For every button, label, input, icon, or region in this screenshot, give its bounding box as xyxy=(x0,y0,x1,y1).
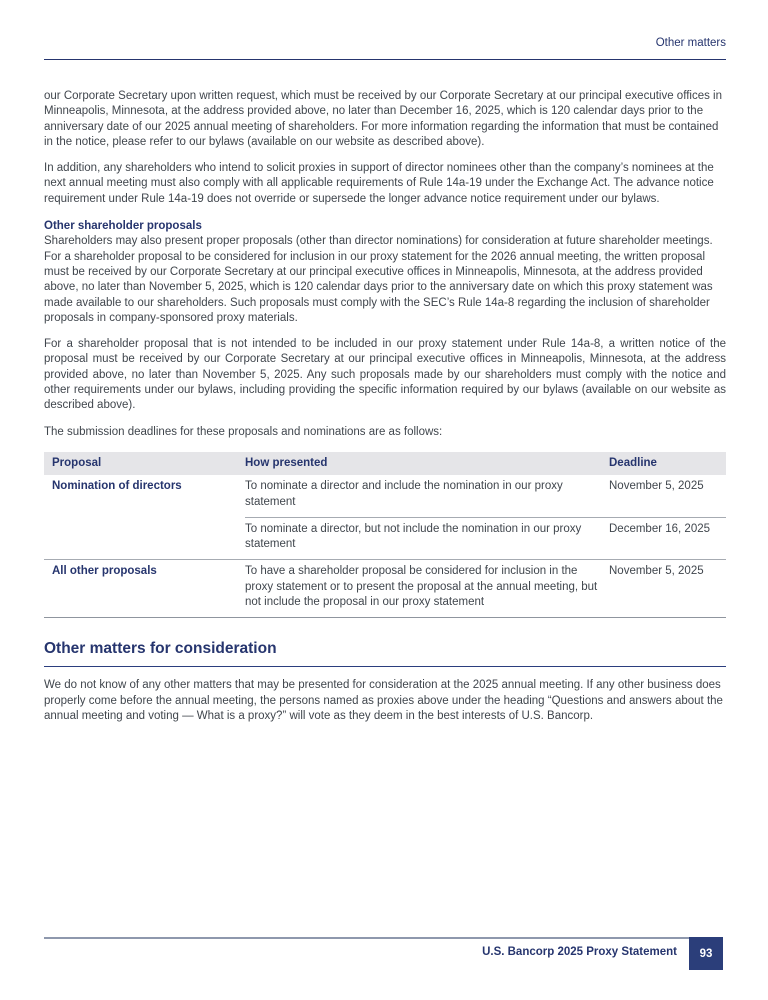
table-row xyxy=(44,517,726,560)
table-row xyxy=(44,560,726,618)
cell-deadline: December 16, 2025 xyxy=(609,517,726,560)
cell-proposal xyxy=(44,517,245,560)
cell-how-presented: To nominate a director and include the nomination in our proxy statement xyxy=(245,480,563,508)
page-header xyxy=(0,0,768,60)
deadlines-table xyxy=(44,452,726,618)
paragraph-rule-14a-8-inclusion: Shareholders may also present proper proposals (other than director nominations) for consideration at future shareholder meetings. For a shareholder proposal to be considered for inclusion in our proxy statement for the 2026 annual meeting, the written proposal must be received by our Corporate Secretary at our principal executive offices in Minneapolis, Minnesota, at the address provided above, no later than November 5, 2025, which is 120 calendar days prior to the anniversary date on which this proxy statement was made available to our shareholders. Such proposals must comply with the SEC’s Rule 14a-8 regarding the inclusion of shareholder proposals in company-sponsored proxy materials. xyxy=(44,235,713,324)
page-number-badge: 93 xyxy=(689,937,723,970)
footer-rule xyxy=(44,937,689,970)
footer-document-title: U.S. Bancorp 2025 Proxy Statement xyxy=(482,946,677,958)
column-header-deadline: Deadline xyxy=(609,452,726,475)
paragraph-rule-14a-19: In addition, any shareholders who intend to solicit proxies in support of director nominees other than the company’s nominees at the next annual meeting must also comply with all applicable requirements of Rule 14a-19 under the Exchange Act. The advance notice requirement under Rule 14a-19 does not override or supersede the longer advance notice requirement under our bylaws. xyxy=(44,162,714,205)
cell-proposal: All other proposals xyxy=(44,560,245,618)
cell-how-presented: To have a shareholder proposal be considered for inclusion in the proxy statement or to present the proposal at the annual meeting, but not include the proposal in our proxy statement xyxy=(245,560,609,618)
paragraph-submission-deadlines-intro: The submission deadlines for these proposals and nominations are as follows: xyxy=(44,425,443,438)
section-heading-other-matters-for-consideration: Other matters for consideration xyxy=(44,640,726,667)
page-footer xyxy=(44,937,723,970)
paragraph-other-matters: We do not know of any other matters that may be presented for consideration at the 2025 annual meeting. If any other business does properly come before the annual meeting, the persons named as proxies above under the heading “Questions and answers about the annual meeting and voting — What is a proxy?” will vote as they deem in the best interests of U.S. Bancorp. xyxy=(44,679,723,722)
cell-deadline: November 5, 2025 xyxy=(609,560,726,618)
paragraph-rule-14a-8-exclusion: For a shareholder proposal that is not intended to be included in our proxy statement under Rule 14a-8, a written notice of the proposal must be received by our Corporate Secretary at our principal executive offices in Minneapolis, Minnesota, at the address provided above, no later than November 5, 2025. Any such proposals made by our shareholders must comply with the notice and other requirements under our bylaws, including providing the specific information required by our bylaws (available on our website as described above). xyxy=(44,338,726,412)
subheading-other-shareholder-proposals: Other shareholder proposals xyxy=(44,220,202,233)
deadlines-table-header xyxy=(44,452,726,475)
cell-deadline: November 5, 2025 xyxy=(609,480,704,493)
content xyxy=(0,89,768,724)
header-rule xyxy=(44,59,726,60)
cell-proposal: Nomination of directors xyxy=(52,480,182,493)
table-row xyxy=(44,475,726,517)
column-header-proposal: Proposal xyxy=(44,452,245,475)
running-header-label: Other matters xyxy=(655,37,726,49)
paragraph-advance-notice-continuation: our Corporate Secretary upon written request, which must be received by our Corporate Secretary at our principal executive offices in Minneapolis, Minnesota, at the address provided above, no later than December 16, 2025, which is 120 calendar days prior to the anniversary date of our 2025 annual meeting of shareholders. For more information regarding the information that must be contained in the notice, please refer to our bylaws (available on our website as described above). xyxy=(44,90,722,148)
column-header-how-presented: How presented xyxy=(245,452,609,475)
cell-how-presented: To nominate a director, but not include the nomination in our proxy statement xyxy=(245,517,609,560)
